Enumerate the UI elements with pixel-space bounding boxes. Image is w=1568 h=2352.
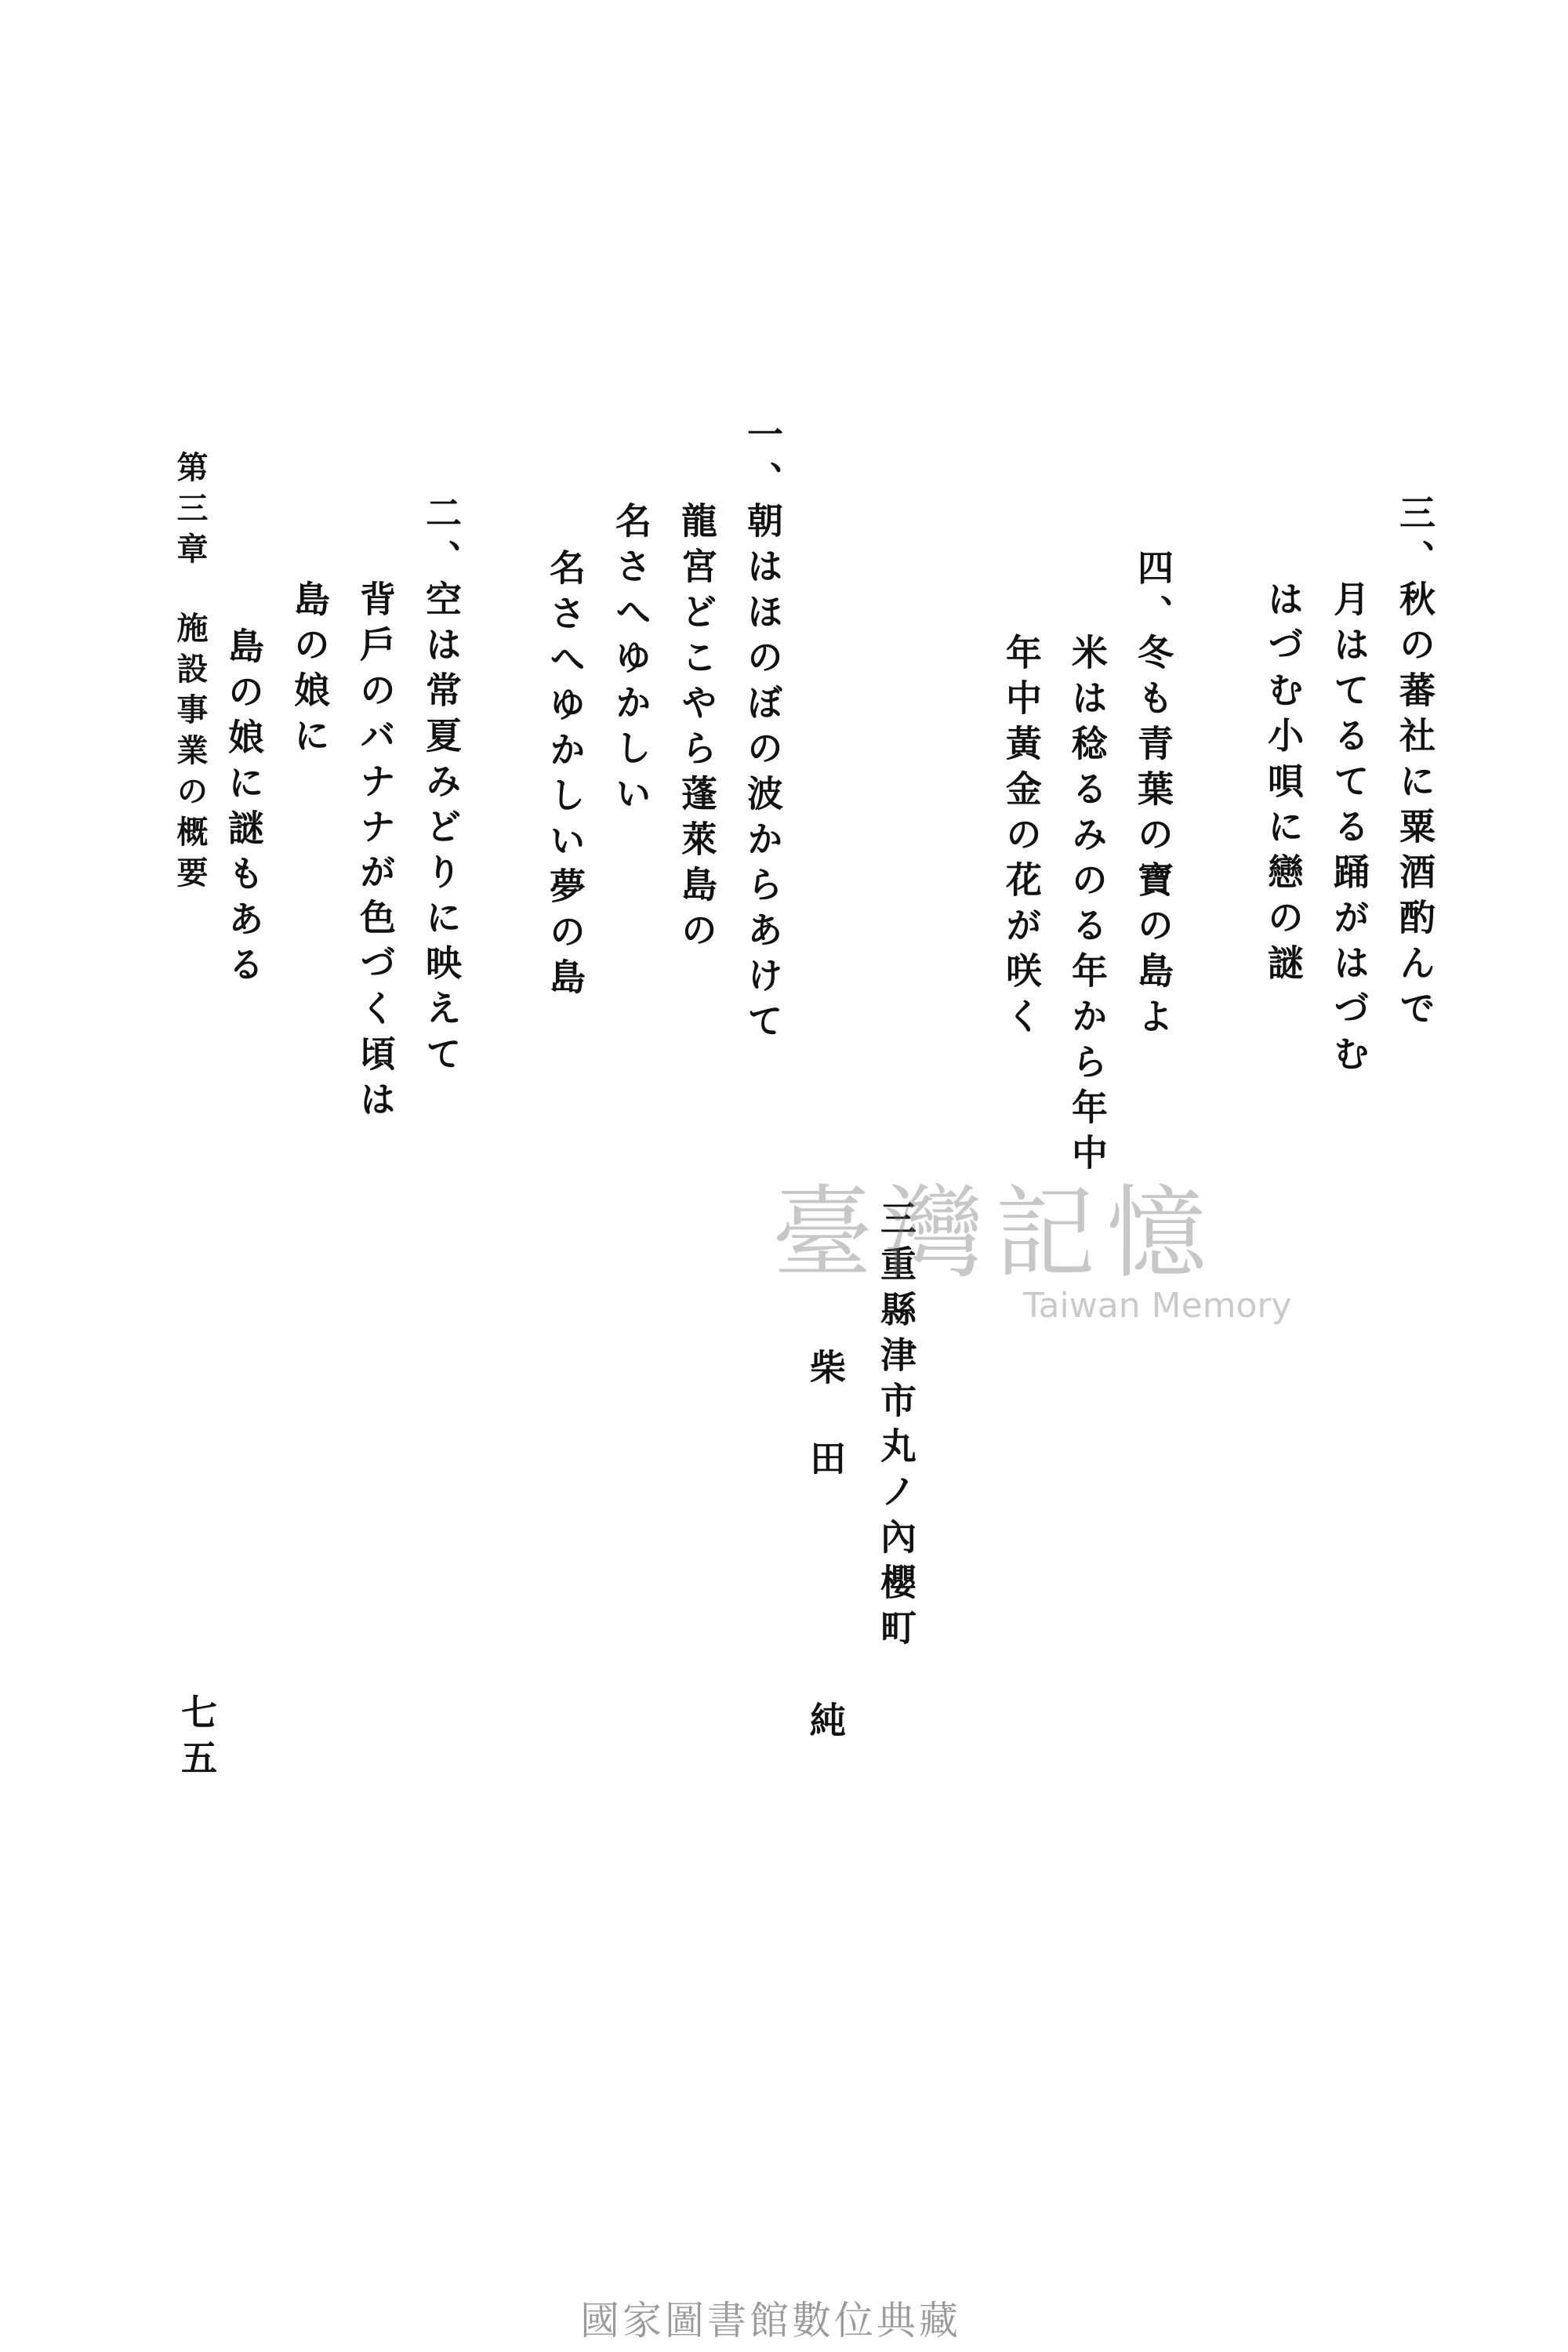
- watermark-cjk-text: 臺灣記憶: [772, 1175, 1218, 1292]
- verse-1-line-1: 朝はほのぼの波からあけて: [742, 502, 784, 1047]
- chapter-title: 施設事業の概要: [172, 612, 209, 897]
- author-surname: 柴 田: [804, 1348, 847, 1485]
- verse-3-line-2: 月はてるてる踊がはづむ: [1328, 580, 1370, 1080]
- author-address: 三重縣津市丸ノ內櫻町: [875, 1200, 917, 1654]
- page-number: 七五: [176, 1693, 218, 1784]
- verse-4-line-1: 冬も青葉の寶の島よ: [1132, 633, 1174, 1043]
- watermark-english-text: Taiwan Memory: [1023, 1286, 1292, 1326]
- chapter-label: 第三章: [172, 451, 209, 573]
- taiwan-memory-watermark: [772, 1152, 1305, 1356]
- verse-3-line-1: 秋の蕃社に粟酒酌んで: [1394, 580, 1436, 1035]
- verse-number-3: 三、: [1394, 494, 1436, 585]
- verse-1-line-2: 龍宮どこやら蓬萊島の: [676, 502, 718, 956]
- verse-1-line-4: 名さへゆかしい夢の島: [544, 549, 586, 1004]
- verse-2-line-1: 空は常夏みどりに映えて: [420, 580, 463, 1080]
- verse-3-line-3: はづむ小唄に戀の謎: [1262, 580, 1305, 989]
- author-given-name: 純: [804, 1701, 847, 1747]
- verse-number-2: 二、: [420, 494, 463, 585]
- verse-4-line-3: 年中黃金の花が咲く: [1000, 633, 1043, 1043]
- verse-2-line-4: 島の娘に謎もある: [223, 627, 265, 991]
- verse-number-1: 一、: [742, 416, 784, 506]
- verse-2-line-2: 背戶のバナナが色づく頃は: [354, 580, 397, 1126]
- verse-2-line-3: 島の娘に: [289, 580, 331, 762]
- verse-number-4: 四、: [1132, 549, 1174, 640]
- verse-4-line-2: 米は稔るみのる年から年中: [1066, 633, 1109, 1179]
- library-footer: 國家圖書館數位典藏: [580, 2298, 961, 2343]
- verse-1-line-3: 名さへゆかしい: [610, 502, 652, 820]
